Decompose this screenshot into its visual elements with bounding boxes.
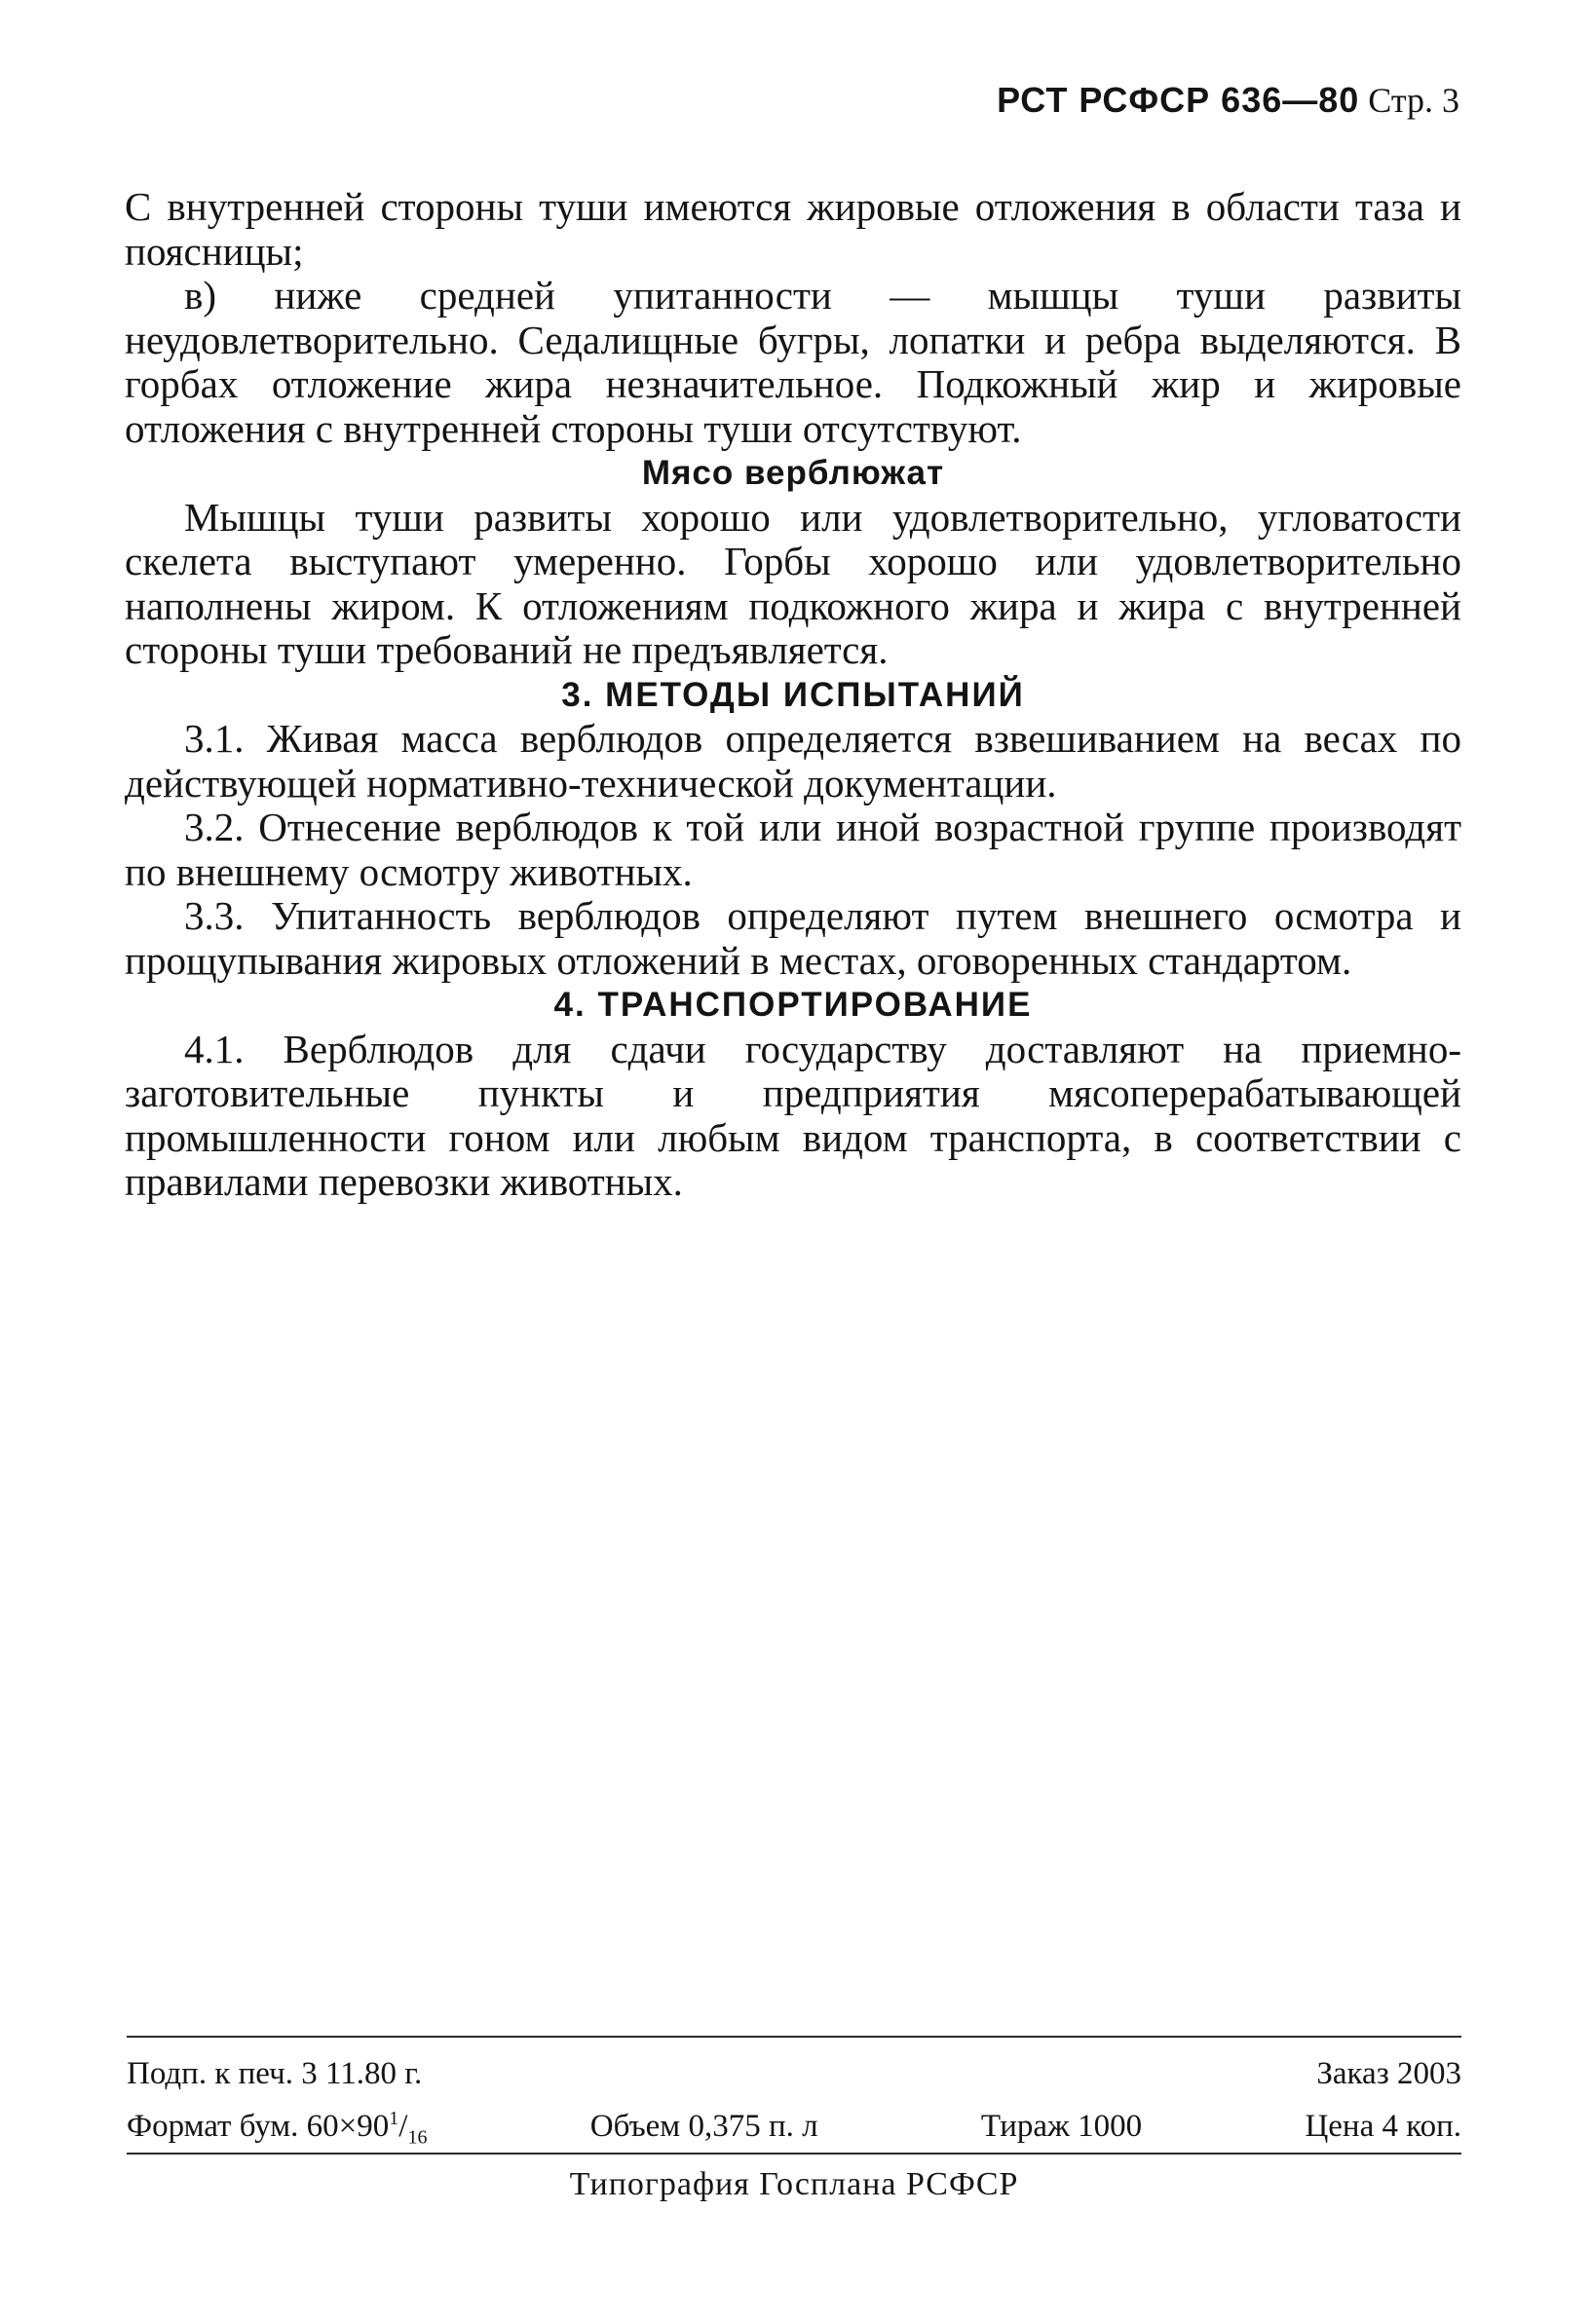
- imprint-row-1: [127, 2051, 1461, 2096]
- paper-format: Формат бум. $60\times 90^1/_{16}$: [127, 2108, 428, 2149]
- paragraph-camel-calves: Мышцы туши развиты хорошо или удовлетворительно, угловатости скелета выступают умеренно. Горбы хорошо или удовлетворительно наполнены жиром. К отложениям подкожного жира и жира с внутренней стороны туши требований не предъявляется.: [125, 494, 1461, 672]
- paragraph-3-1: 3.1. Живая масса верблюдов определяется взвешиванием на весах по действующей нормативно-технической документации.: [125, 716, 1461, 806]
- order-number: Заказ 2003: [1316, 2056, 1461, 2091]
- signed-to-print: Подп. к печ. 3 11.80 г.: [127, 2056, 423, 2091]
- paragraph-3-2: 3.2. Отнесение верблюдов к той или иной возрастной группе производят по внешнему осмотру животных.: [125, 805, 1461, 894]
- circulation: Тираж 1000: [980, 2109, 1143, 2144]
- paragraph-4-1: 4.1. Верблюдов для сдачи государству доставляют на приемно-заготовительные пункты и предприятия мясоперерабатывающей промышленности гоном или любым видом транспорта, в соответствии с правилами перевозки животных.: [125, 1026, 1461, 1204]
- imprint-row-2: [127, 2096, 1461, 2149]
- printer-name: Типография Госплана РСФСР: [569, 2166, 1019, 2202]
- paragraph-3-3: 3.3. Упитанность верблюдов определяют путем внешнего осмотра и прощупывания жировых отложений в местах, оговоренных стандартом.: [125, 893, 1461, 983]
- section-3-heading: 3. МЕТОДЫ ИСПЫТАНИЙ: [561, 675, 1025, 714]
- document-body: [125, 185, 1461, 1205]
- paragraph-continued: С внутренней стороны туши имеются жировые отложения в области таза и поясницы;: [125, 184, 1461, 274]
- volume: Объем 0,375 п. л: [589, 2109, 818, 2144]
- standard-code: РСТ РСФСР 636—80: [997, 80, 1360, 120]
- page-number: Стр. 3: [1368, 81, 1459, 120]
- imprint-footer: [127, 2036, 1461, 2203]
- section-4-heading: 4. ТРАНСПОРТИРОВАНИЕ: [553, 986, 1033, 1024]
- paragraph-item-b: в) ниже средней упитанности — мышцы туши развиты неудовлетворительно. Седалищные бугры, лопатки и ребра выделяются. В горбах отложение жира незначительное. Подкожный жир и жировые отложения с внутренней стороны туши отсутствуют.: [125, 273, 1461, 451]
- price: Цена 4 коп.: [1305, 2109, 1461, 2144]
- footer-top-rule: [127, 2036, 1461, 2038]
- subheading-camel-calves-meat: Мясо верблюжат: [641, 454, 945, 492]
- page-header: [997, 80, 1459, 121]
